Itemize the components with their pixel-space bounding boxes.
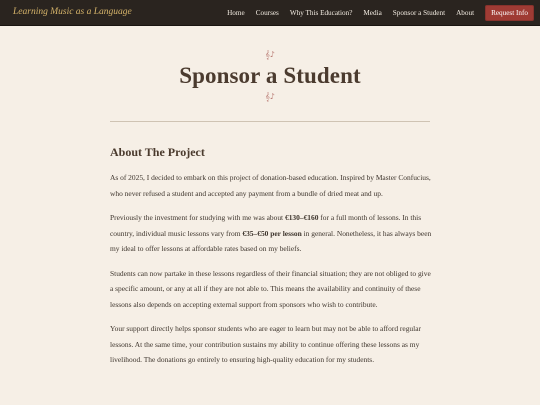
nav-about[interactable]: About <box>456 9 475 17</box>
music-note-icon: 𝄞♪ <box>265 50 275 59</box>
nav-sponsor-a-student[interactable]: Sponsor a Student <box>392 9 446 17</box>
page-title: Sponsor a Student <box>179 63 361 88</box>
pricing-text-2: for a full month of lessons. In this country, individual music lessons vary from <box>110 213 422 238</box>
per-lesson-price: €35–€50 per lesson <box>242 228 302 238</box>
paragraph-support: Your support directly helps sponsor students who are eager to learn but may not be able to afford regular lessons. At the same time, your contribution sustains my ability to continue offering these lessons as my livelihood. The donations go entirely to ensuring high-quality education for my students. <box>110 324 421 364</box>
nav-media[interactable]: Media <box>363 9 382 17</box>
title-divider <box>110 121 430 122</box>
main-navigation <box>227 5 534 21</box>
pricing-text-3: in general. Nonetheless, it has always been my ideal to offer lessons at affordable rates based on my beliefs. <box>110 228 432 253</box>
nav-why-this-education[interactable]: Why This Education? <box>289 9 353 17</box>
paragraph-pricing <box>110 210 432 257</box>
top-navigation-bar <box>0 0 540 25</box>
music-note-icon: 𝄞♪ <box>265 92 275 101</box>
paragraph-students: Students can now partake in these lessons regardless of their financial situation; they are not obliged to give a specific amount, or any at all if they are not able to. This means the availability and continuity of these lessons also depends on accepting external support from sponsors who wish to contribute. <box>110 268 431 309</box>
about-project-section <box>110 145 432 377</box>
paragraph-intro: As of 2025, I decided to embark on this project of donation-based education. Inspired by Master Confucius, who never refused a student and accepted any payment from a bundle of dried meat and up. <box>110 173 431 198</box>
request-info-button[interactable]: Request Info <box>485 5 534 21</box>
monthly-price: €130–€160 <box>284 213 319 222</box>
nav-courses[interactable]: Courses <box>255 9 279 17</box>
pricing-text-1: Previously the investment for studying with me was about <box>110 213 285 222</box>
nav-home[interactable]: Home <box>227 9 245 17</box>
section-heading: About The Project <box>110 145 205 159</box>
site-brand[interactable]: Learning Music as a Language <box>13 7 132 17</box>
